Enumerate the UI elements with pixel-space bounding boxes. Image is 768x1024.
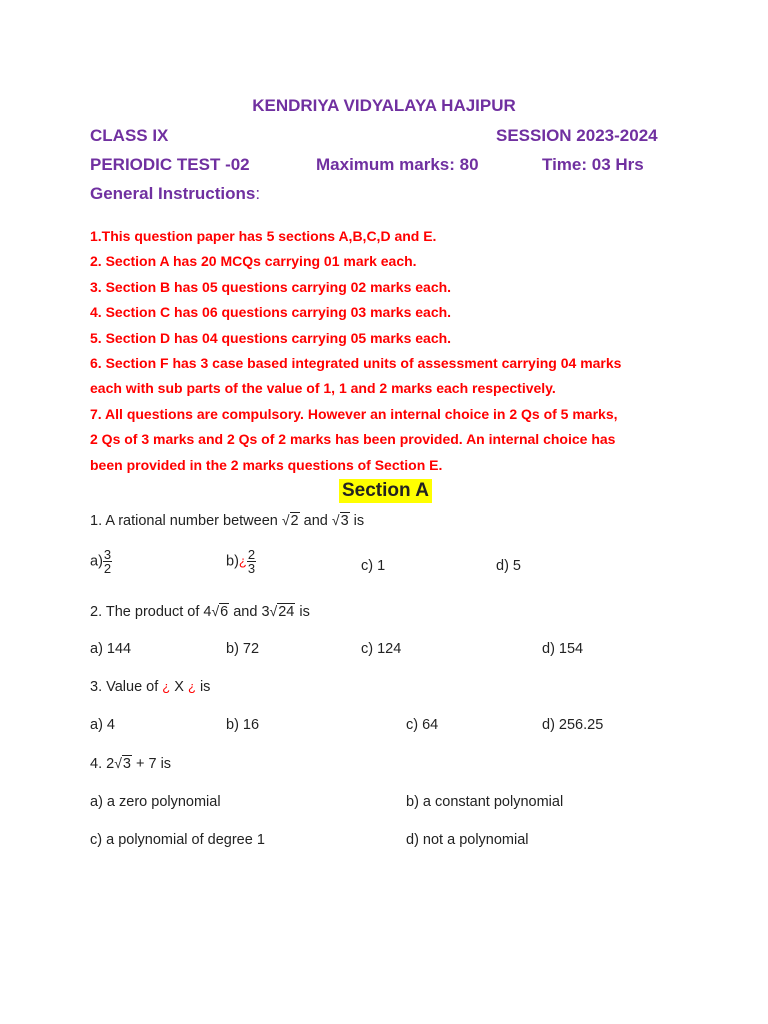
instruction-line: been provided in the 2 marks questions of Section E.: [90, 456, 443, 473]
q4-option-b: b) a constant polynomial: [406, 794, 564, 810]
q1-option-c: c) 1: [361, 558, 386, 574]
instruction-line: 6. Section F has 3 case based integrated units of assessment carrying 04 marks: [90, 355, 622, 372]
instruction-line: 2. Section A has 20 MCQs carrying 01 mark each.: [90, 253, 417, 270]
instruction-line: 1.This question paper has 5 sections A,B,C,D and E.: [90, 228, 437, 244]
question-text: X: [170, 679, 188, 695]
q2-option-a: a) 144: [90, 641, 132, 657]
q4-option-d: d) not a polynomial: [406, 832, 529, 848]
sqrt-6: √6: [211, 603, 229, 620]
question-text: 4. 2: [90, 756, 115, 772]
session-label: SESSION 2023-2024: [496, 126, 658, 145]
q2-option-c: c) 124: [361, 641, 402, 657]
question-text: + 7 is: [131, 756, 172, 772]
question-2: [90, 603, 310, 620]
q3-option-d: d) 256.25: [542, 717, 604, 733]
instruction-line: 2 Qs of 3 marks and 2 Qs of 2 marks has been provided. An internal choice has: [90, 431, 616, 448]
time-label: Time: 03 Hrs: [542, 155, 644, 174]
sqrt-3: √3: [331, 512, 349, 529]
q1-option-a: a) $\frac{3}{2}$: [90, 547, 112, 576]
q4-option-a: a) a zero polynomial: [90, 794, 221, 810]
question-4: [90, 755, 171, 772]
question-3: [90, 679, 210, 695]
section-a-title: Section A: [339, 479, 432, 503]
general-instructions-label: General Instructions: [90, 184, 256, 203]
missing-glyph-icon: ¿: [162, 679, 171, 694]
instruction-line: 5. Section D has 04 questions carrying 05 marks each.: [90, 329, 452, 346]
missing-glyph-icon: ¿: [238, 553, 247, 569]
question-1: [90, 512, 364, 529]
fraction-3-2: $\frac{3}{2}$: [103, 547, 112, 576]
question-text: 1. A rational number between: [90, 513, 282, 529]
q3-option-c: c) 64: [406, 717, 439, 733]
general-instructions-heading: [90, 184, 260, 204]
sqrt-24: √24: [269, 603, 295, 620]
q1-option-d: d) 5: [496, 558, 521, 574]
question-text: 2. The product of 4: [90, 604, 212, 620]
sqrt-3: √3: [114, 755, 131, 772]
school-name: KENDRIYA VIDYALAYA HAJIPUR: [252, 96, 516, 115]
q2-option-d: d) 154: [542, 641, 584, 657]
general-instructions-colon: :: [255, 184, 261, 203]
question-text: and: [299, 513, 332, 529]
question-text: is: [349, 513, 365, 529]
max-marks-label: Maximum marks: 80: [316, 155, 479, 174]
question-text: and 3: [229, 604, 270, 620]
test-label: PERIODIC TEST -02: [90, 155, 250, 174]
q3-option-b: b) 16: [226, 717, 260, 733]
question-text: is: [195, 679, 211, 695]
instruction-line: 7. All questions are compulsory. However an internal choice in 2 Qs of 5 marks,: [90, 405, 618, 422]
q1-option-b: b)¿ $\frac{2}{3}$: [226, 547, 256, 576]
sqrt-2: √2: [281, 512, 299, 529]
question-text: is: [295, 604, 310, 620]
instruction-line: 3. Section B has 05 questions carrying 02 marks each.: [90, 278, 452, 295]
instruction-line: 4. Section C has 06 questions carrying 03 marks each.: [90, 304, 452, 321]
q3-option-a: a) 4: [90, 717, 115, 733]
instructions-list: [90, 224, 690, 478]
question-text: 3. Value of: [90, 679, 163, 695]
q2-option-b: b) 72: [226, 641, 260, 657]
missing-glyph-icon: ¿: [187, 679, 196, 694]
q4-option-c: c) a polynomial of degree 1: [90, 832, 265, 848]
fraction-2-3: $\frac{2}{3}$: [247, 547, 256, 576]
class-label: CLASS IX: [90, 126, 169, 145]
instruction-line: each with sub parts of the value of 1, 1 and 2 marks each respectively.: [90, 380, 556, 397]
